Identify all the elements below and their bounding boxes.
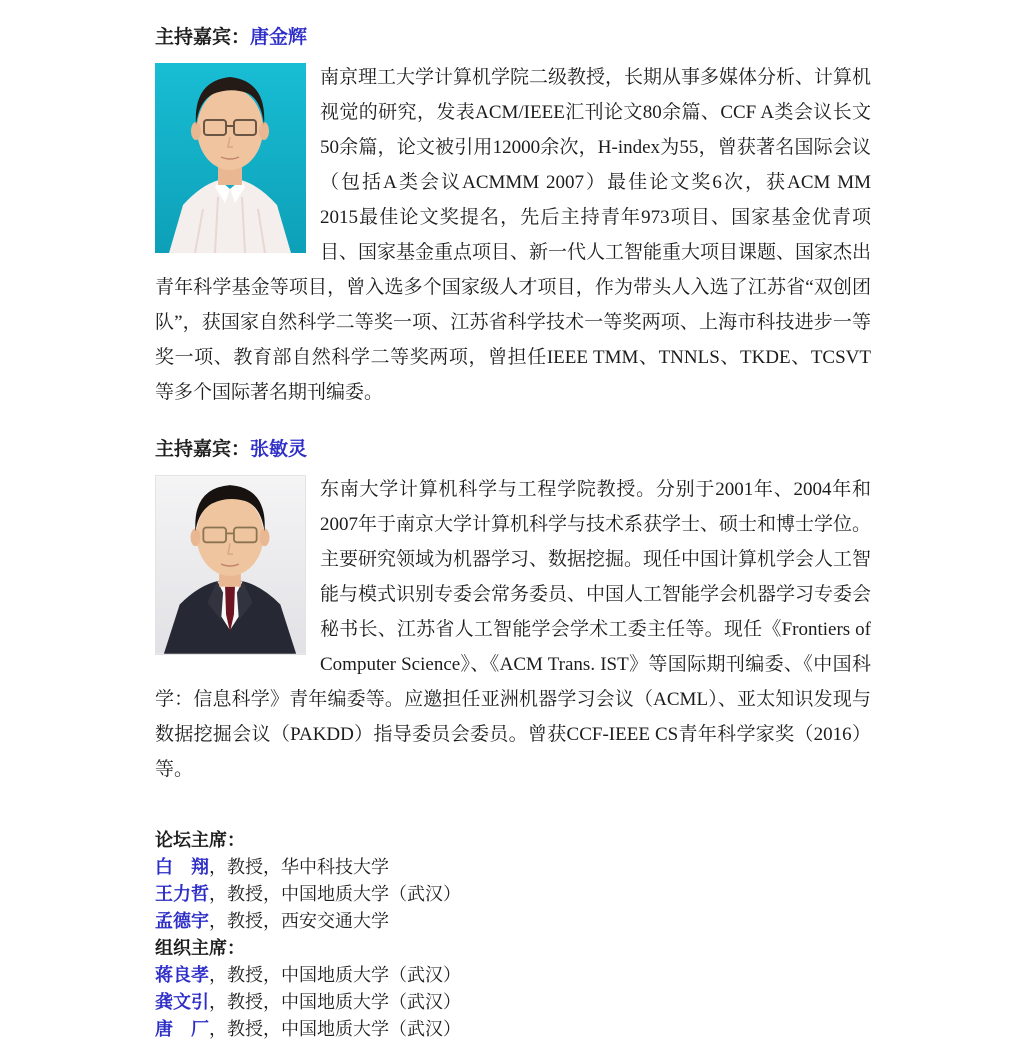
list-item-organizing-chair-3 <box>155 1016 871 1043</box>
host-label-2: 主持嘉宾： <box>155 439 251 460</box>
host-name-link-tang-jinhui[interactable]: 唐金辉 <box>250 27 308 48</box>
portrait-photo-tang-jinhui <box>155 63 306 253</box>
chair-title-affiliation: ，教授，西安交通大学 <box>209 911 389 931</box>
forum-chairs-heading: 论坛主席： <box>155 830 245 850</box>
chair-title-affiliation: ，教授，中国地质大学（武汉） <box>209 1019 461 1039</box>
chair-title-affiliation: ，教授，中国地质大学（武汉） <box>209 965 461 985</box>
host-name-link-zhang-minling[interactable]: 张敏灵 <box>250 439 308 460</box>
host-header-1 <box>155 26 871 50</box>
chair-name-link-jiang-liangxiao[interactable]: 蒋良孝 <box>155 965 209 985</box>
list-item-forum-chair-1 <box>155 854 871 881</box>
host-header-2 <box>155 438 871 462</box>
chair-title-affiliation: ，教授，华中科技大学 <box>209 857 389 877</box>
document-page <box>155 0 871 1043</box>
portrait-photo-zhang-minling <box>155 475 306 655</box>
bio-block-2 <box>155 472 871 787</box>
organizing-chairs-heading: 组织主席： <box>155 938 245 958</box>
chair-name-link-meng-deyu[interactable]: 孟德宇 <box>155 911 209 931</box>
bio-text-1: 南京理工大学计算机学院二级教授，长期从事多媒体分析、计算机视觉的研究，发表ACM/IEEE汇刊论文80余篇、CCF A类会议长文50余篇，论文被引用12000余次，H-index为55，曾获著名国际会议（包括A类会议ACMMM 2007）最佳论文奖6次，获ACM MM 2015最佳论文奖提名，先后主持青年973项目、国家基金优青项目、国家基金重点项目、新一代人工智能重大项目课题、国家杰出青年科学基金等项目，曾入选多个国家级人才项目，作为带头人入选了江苏省“双创团队”，获国家自然科学二等奖一项、江苏省科学技术一等奖两项、上海市科技进步一等奖一项、教育部自然科学二等奖两项，曾担任IEEE TMM、TNNLS、TKDE、TCSVT等多个国际著名期刊编委。 <box>155 67 872 403</box>
list-item-forum-chair-2 <box>155 881 871 908</box>
list-item-organizing-chair-2 <box>155 989 871 1016</box>
chair-title-affiliation: ，教授，中国地质大学（武汉） <box>209 992 461 1012</box>
chair-name-link-wang-lizhe[interactable]: 王力哲 <box>155 884 209 904</box>
bio-block-1 <box>155 60 871 410</box>
chair-name-link-gong-wenyin[interactable]: 龚文引 <box>155 992 209 1012</box>
bio-text-2: 东南大学计算机科学与工程学院教授。分别于2001年、2004年和2007年于南京大学计算机科学与技术系获学士、硕士和博士学位。主要研究领域为机器学习、数据挖掘。现任中国计算机学会人工智能与模式识别专委会常务委员、中国人工智能学会机器学习专委会秘书长、江苏省人工智能学会学术工委主任等。现任《Frontiers of Computer Science》、《ACM Trans. IST》等国际期刊编委、《中国科学：信息科学》青年编委等。应邀担任亚洲机器学习会议（ACML）、亚太知识发现与数据挖掘会议（PAKDD）指导委员会委员。曾获CCF-IEEE CS青年科学家奖（2016）等。 <box>155 479 872 780</box>
list-item-forum-chair-3 <box>155 908 871 935</box>
chairs-section <box>155 827 871 1043</box>
chair-name-link-bai-xiang[interactable]: 白 翔 <box>155 857 209 877</box>
chair-name-link-tang-chang[interactable]: 唐 厂 <box>155 1019 209 1039</box>
host-label-1: 主持嘉宾： <box>155 27 251 48</box>
chair-title-affiliation: ，教授，中国地质大学（武汉） <box>209 884 461 904</box>
